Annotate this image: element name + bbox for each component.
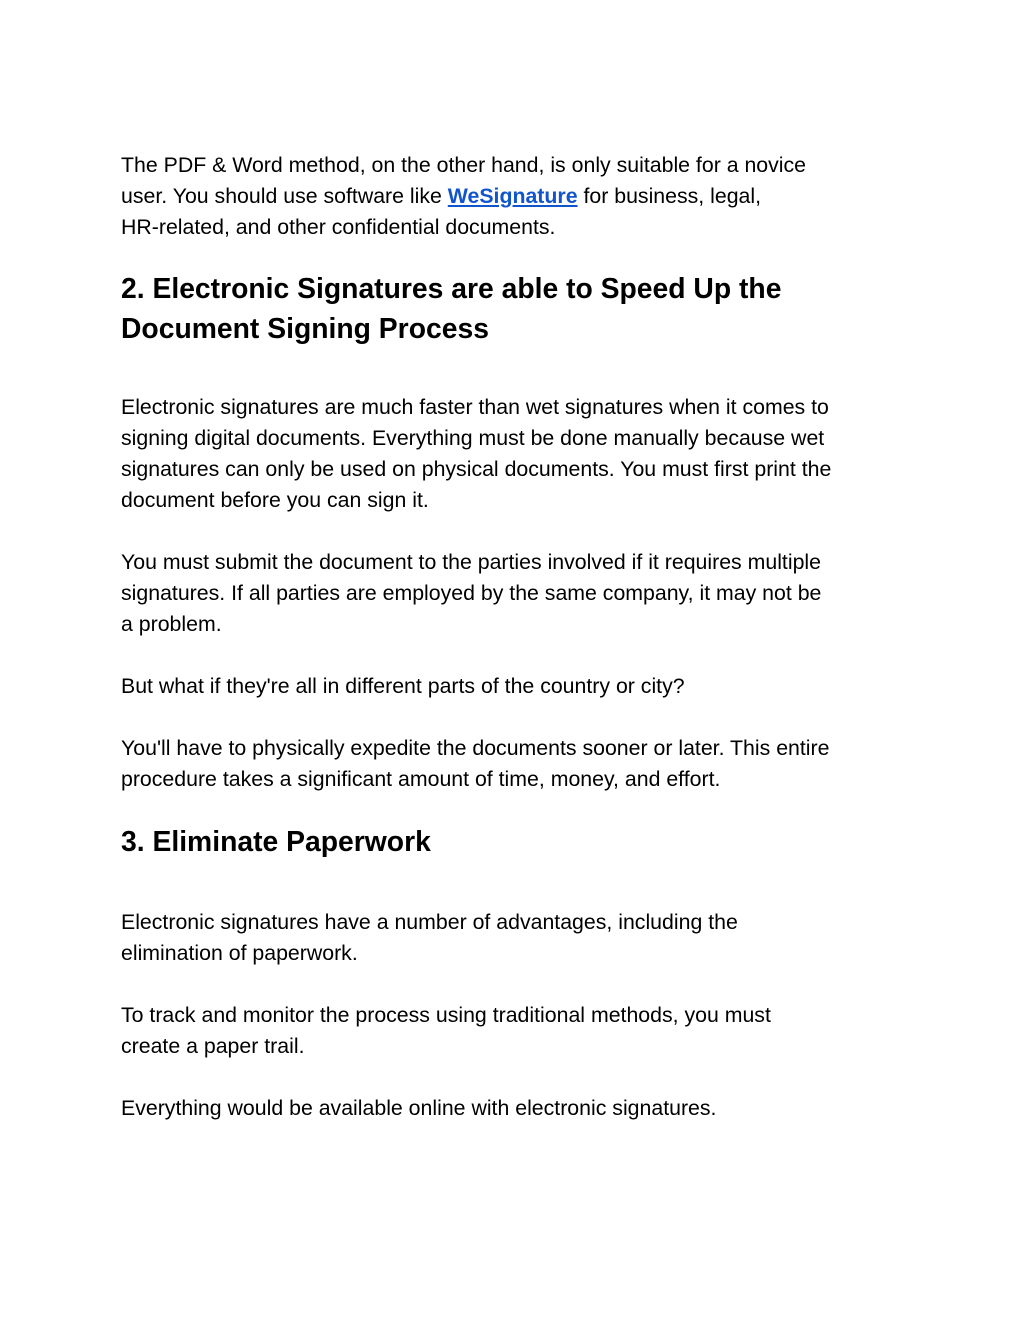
section-3-heading-line: 3. Eliminate Paperwork [121,825,431,857]
paragraph-line: Electronic signatures are much faster than wet signatures when it comes to [121,395,829,419]
section-2-heading [121,268,911,348]
paragraph-line: a problem. [121,612,222,636]
paragraph-line: signatures can only be used on physical documents. You must first print the [121,457,832,481]
wesignature-link[interactable]: WeSignature [447,184,578,208]
section-2-heading-line-1: 2. Electronic Signatures are able to Speed Up the [121,272,782,304]
section-3-paragraph-2 [121,1000,911,1062]
section-2-paragraph-1 [121,392,911,516]
paragraph-line: elimination of paperwork. [121,941,358,965]
section-2-paragraph-3 [121,671,911,702]
section-3-paragraph-1 [121,907,911,969]
intro-line-3: HR-related, and other confidential documents. [121,215,556,239]
paragraph-line: signing digital documents. Everything must be done manually because wet [121,426,825,450]
paragraph-line: Everything would be available online with electronic signatures. [121,1096,717,1120]
paragraph-line: You must submit the document to the parties involved if it requires multiple [121,550,821,574]
section-3-paragraph-3 [121,1093,911,1124]
paragraph-line: signatures. If all parties are employed by the same company, it may not be [121,581,822,605]
intro-paragraph [121,150,911,243]
paragraph-line: procedure takes a significant amount of time, money, and effort. [121,767,721,791]
paragraph-line: create a paper trail. [121,1034,305,1058]
document-page [121,147,911,1124]
paragraph-line: document before you can sign it. [121,488,429,512]
section-2-paragraph-2 [121,547,911,640]
paragraph-line: Electronic signatures have a number of advantages, including the [121,910,738,934]
paragraph-line: To track and monitor the process using traditional methods, you must [121,1003,771,1027]
intro-line-2-before: user. You should use software like [121,184,448,208]
intro-line-1: The PDF & Word method, on the other hand, is only suitable for a novice [121,153,807,177]
paragraph-line: But what if they're all in different parts of the country or city? [121,674,685,698]
section-3-heading [121,821,911,861]
section-2-heading-line-2: Document Signing Process [121,312,489,344]
section-2-paragraph-4 [121,733,911,795]
paragraph-line: You'll have to physically expedite the documents sooner or later. This entire [121,736,830,760]
intro-line-2-after: for business, legal, [577,184,762,208]
intro-line-2 [121,181,911,212]
